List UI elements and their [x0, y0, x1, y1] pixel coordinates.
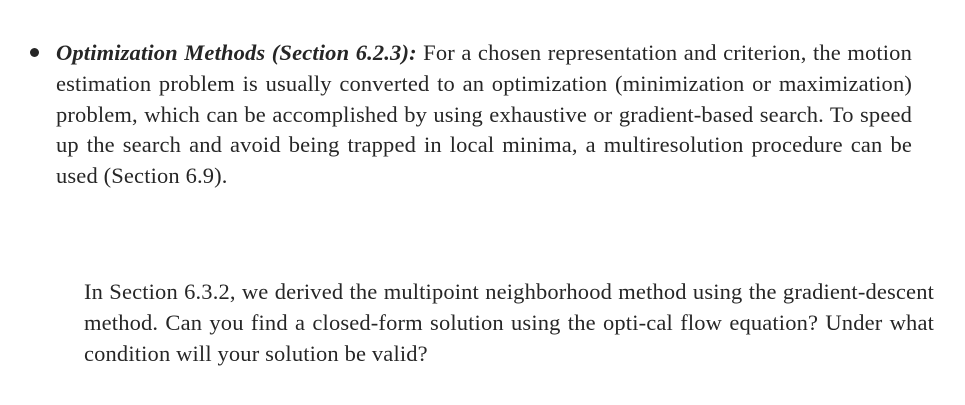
bullet-paragraph: [56, 38, 912, 192]
bullet-point-icon: [30, 48, 39, 57]
bullet-heading: Optimization Methods (Section 6.2.3):: [56, 40, 417, 65]
bullet-body-text: For a chosen representation and criterion, the motion estimation problem is usually converted to an optimization (minimization or maximization) problem, which can be accomplished by using exhaustive or gradient-based search. To speed up the search and avoid being trapped in local minima, a multiresolution procedure can be used (Section 6.9).: [56, 40, 912, 189]
exercise-paragraph: In Section 6.3.2, we derived the multipoint neighborhood method using the gradient-descent method. Can you find a closed-form solution using the opti-cal flow equation? Under what condition will your solution be valid?: [84, 279, 934, 366]
